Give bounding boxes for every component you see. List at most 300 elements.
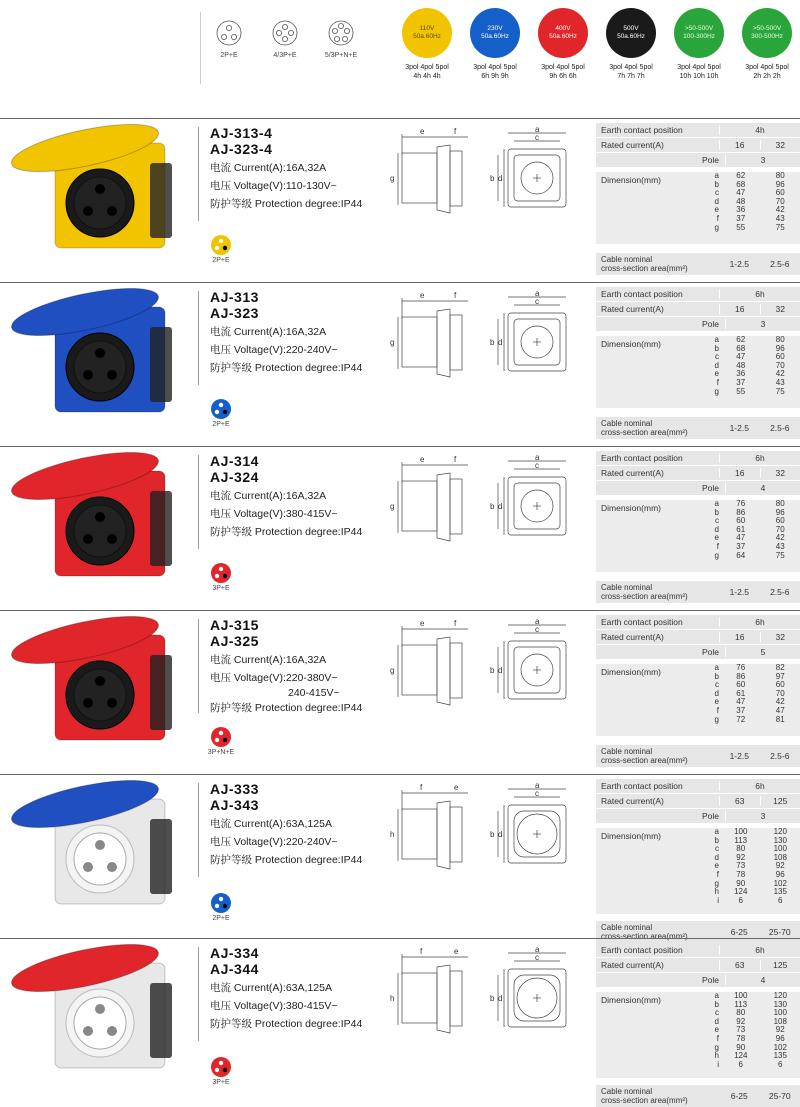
pole-config-label: 2P+E xyxy=(196,915,246,922)
rated-value: 16 xyxy=(719,632,760,642)
dimension-value: 48 xyxy=(721,362,761,371)
dimension-letter: h xyxy=(696,888,719,897)
dimension-value: 76 xyxy=(721,500,761,509)
pole-label: Pole xyxy=(596,811,725,821)
svg-text:b: b xyxy=(490,174,495,183)
current-spec: 电流 Current(A):16A,32A xyxy=(210,159,362,177)
voltage-value: >50-500V xyxy=(685,25,713,33)
dimension-value: 92 xyxy=(721,854,761,863)
dimension-drawing xyxy=(390,453,590,553)
socket-face-icon xyxy=(211,563,231,583)
dimension-value: 6 xyxy=(761,1061,800,1070)
cable-value: 25-70 xyxy=(760,927,800,937)
frequency-value: 50a.60Hz xyxy=(617,33,645,41)
drawing-area xyxy=(390,617,590,717)
specifications xyxy=(210,815,362,869)
dimension-value: 42 xyxy=(761,698,800,707)
svg-text:a: a xyxy=(535,945,540,954)
cable-value: 2.5-6 xyxy=(760,587,800,597)
dimension-letter: g xyxy=(696,1044,719,1053)
divider xyxy=(198,947,199,1041)
pin-config xyxy=(257,12,313,84)
dimension-letter: a xyxy=(696,500,719,509)
earth-value: 6h xyxy=(719,289,800,299)
frequency-value: 50a.60Hz xyxy=(481,33,509,41)
dimension-value: 96 xyxy=(761,509,800,518)
svg-text:e: e xyxy=(420,127,425,136)
svg-text:b: b xyxy=(490,338,495,347)
dimension-value: 76 xyxy=(721,664,761,673)
model-line-1: AJ-314 xyxy=(210,453,259,469)
poles-label: 3pol 4pol 5pol xyxy=(606,63,656,72)
cable-label xyxy=(596,583,719,601)
dimension-value: 70 xyxy=(761,526,800,535)
poles-label: 3pol 4pol 5pol xyxy=(402,63,452,72)
socket-photo xyxy=(0,779,190,909)
frequency-value: 300-500Hz xyxy=(751,33,783,41)
dimension-letter: e xyxy=(696,206,719,215)
pole-config-label: 3P+N+E xyxy=(196,749,246,756)
dimension-value: 102 xyxy=(761,880,800,889)
protection-spec: 防护等级 Protection degree:IP44 xyxy=(210,359,362,377)
spec-table xyxy=(596,287,800,439)
dimension-letter: g xyxy=(696,388,719,397)
cable-label xyxy=(596,419,719,437)
pole-value: 3 xyxy=(725,155,800,165)
dimension-letter: b xyxy=(696,345,719,354)
svg-text:d: d xyxy=(498,338,502,347)
frequency-value: 50a.60Hz xyxy=(413,33,441,41)
svg-text:d: d xyxy=(498,830,502,839)
voltage-circle xyxy=(538,8,588,58)
dimension-value: 72 xyxy=(721,716,761,725)
svg-text:e: e xyxy=(420,455,425,464)
dimension-letter: c xyxy=(696,517,719,526)
earth-value: 6h xyxy=(719,453,800,463)
divider xyxy=(198,619,199,713)
svg-text:e: e xyxy=(420,619,425,628)
model-number xyxy=(210,289,259,321)
model-line-1: AJ-313 xyxy=(210,289,259,305)
svg-text:f: f xyxy=(420,947,423,956)
product-photo xyxy=(0,123,190,253)
model-number xyxy=(210,453,259,485)
drawing-area xyxy=(390,125,590,225)
rated-value: 32 xyxy=(760,632,800,642)
divider xyxy=(198,455,199,549)
svg-text:e: e xyxy=(420,291,425,300)
dimension-value: 75 xyxy=(761,224,800,233)
dimension-value: 108 xyxy=(761,854,800,863)
voltage-spec: 电压 Voltage(V):220-240V~ xyxy=(210,833,362,851)
product-photo xyxy=(0,943,190,1073)
voltage-value: 110V xyxy=(420,25,435,33)
dimension-value: 100 xyxy=(761,1009,800,1018)
rated-label: Rated current(A) xyxy=(596,304,719,314)
voltage-item xyxy=(538,8,588,81)
rated-value: 125 xyxy=(760,960,800,970)
rated-label: Rated current(A) xyxy=(596,960,719,970)
divider xyxy=(198,291,199,385)
svg-text:b: b xyxy=(490,830,495,839)
dimension-value: 6 xyxy=(721,897,761,906)
svg-text:a: a xyxy=(535,453,540,462)
hours-label: 9h 6h 6h xyxy=(538,72,588,81)
cable-label xyxy=(596,255,719,273)
dimension-letter: a xyxy=(696,992,719,1001)
pole-value: 4 xyxy=(725,483,800,493)
dimension-drawing xyxy=(390,289,590,389)
pole-label: Pole xyxy=(596,975,725,985)
dimension-letter: d xyxy=(696,1018,719,1027)
voltage-spec: 电压 Voltage(V):110-130V~ xyxy=(210,177,362,195)
dimension-value: 124 xyxy=(721,888,761,897)
earth-value: 6h xyxy=(719,781,800,791)
earth-label: Earth contact position xyxy=(596,617,719,627)
hours-label: 4h 4h 4h xyxy=(402,72,452,81)
svg-text:a: a xyxy=(535,781,540,790)
pole-label: Pole xyxy=(596,155,725,165)
dimension-value: 68 xyxy=(721,181,761,190)
dimension-value: 82 xyxy=(761,664,800,673)
earth-value: 6h xyxy=(719,617,800,627)
dimension-value: 80 xyxy=(721,845,761,854)
hours-label: 7h 7h 7h xyxy=(606,72,656,81)
dimension-letter: f xyxy=(696,707,719,716)
model-line-2: AJ-344 xyxy=(210,961,259,977)
voltage-item xyxy=(674,8,724,81)
dimension-letter: e xyxy=(696,698,719,707)
dimension-value: 61 xyxy=(721,526,761,535)
pole-value: 3 xyxy=(725,319,800,329)
pole-label: Pole xyxy=(596,647,725,657)
dimension-value: 60 xyxy=(761,517,800,526)
rated-label: Rated current(A) xyxy=(596,140,719,150)
dimension-letter: d xyxy=(696,854,719,863)
spec-table xyxy=(596,451,800,603)
dimension-value: 96 xyxy=(761,181,800,190)
dimension-letter: b xyxy=(696,673,719,682)
spec-table xyxy=(596,615,800,767)
dimension-label: Dimension(mm) xyxy=(596,500,696,572)
dimension-letter: g xyxy=(696,716,719,725)
earth-label: Earth contact position xyxy=(596,289,719,299)
dimension-value: 100 xyxy=(721,992,761,1001)
dimension-value: 96 xyxy=(761,345,800,354)
dimension-value: 90 xyxy=(721,880,761,889)
dimension-value: 36 xyxy=(721,206,761,215)
drawing-area xyxy=(390,289,590,389)
model-number xyxy=(210,945,259,977)
rated-label: Rated current(A) xyxy=(596,468,719,478)
dimension-value: 90 xyxy=(721,1044,761,1053)
model-line-1: AJ-334 xyxy=(210,945,259,961)
svg-text:c: c xyxy=(535,625,539,634)
pole-label: Pole xyxy=(596,483,725,493)
cable-value: 1-2.5 xyxy=(719,587,760,597)
dimension-value: 100 xyxy=(721,828,761,837)
svg-text:c: c xyxy=(535,789,539,798)
current-spec: 电流 Current(A):63A,125A xyxy=(210,815,362,833)
svg-text:g: g xyxy=(390,338,394,347)
dimension-value: 73 xyxy=(721,1026,761,1035)
socket-photo xyxy=(0,287,190,417)
rated-value: 32 xyxy=(760,304,800,314)
cable-value: 2.5-6 xyxy=(760,423,800,433)
protection-spec: 防护等级 Protection degree:IP44 xyxy=(210,523,362,541)
rated-value: 32 xyxy=(760,468,800,478)
pin-config-label: 2P+E xyxy=(201,52,257,59)
drawing-area xyxy=(390,781,590,881)
rated-value: 16 xyxy=(719,468,760,478)
dimension-value: 42 xyxy=(761,534,800,543)
dimension-letter: b xyxy=(696,181,719,190)
voltage-item xyxy=(606,8,656,81)
svg-text:d: d xyxy=(498,666,502,675)
model-line-2: AJ-323 xyxy=(210,305,259,321)
product-row xyxy=(0,446,800,609)
svg-text:b: b xyxy=(490,502,495,511)
model-line-2: AJ-343 xyxy=(210,797,259,813)
svg-text:d: d xyxy=(498,502,502,511)
cable-label-1: Cable nominal xyxy=(601,419,719,428)
current-spec: 电流 Current(A):16A,32A xyxy=(210,651,362,669)
dimension-value: 113 xyxy=(721,837,761,846)
model-line-1: AJ-315 xyxy=(210,617,259,633)
cable-label xyxy=(596,747,719,765)
earth-value: 6h xyxy=(719,945,800,955)
dimension-letter: c xyxy=(696,845,719,854)
socket-face-icon xyxy=(216,20,242,46)
dimension-letter: e xyxy=(696,1026,719,1035)
cable-value: 1-2.5 xyxy=(719,259,760,269)
socket-photo xyxy=(0,123,190,253)
product-photo xyxy=(0,615,190,745)
rated-value: 125 xyxy=(760,796,800,806)
pole-config-label: 3P+E xyxy=(196,1079,246,1086)
product-row xyxy=(0,610,800,773)
dimension-value: 113 xyxy=(721,1001,761,1010)
dimension-value: 108 xyxy=(761,1018,800,1027)
model-number xyxy=(210,781,259,813)
dimension-letter: g xyxy=(696,552,719,561)
svg-text:c: c xyxy=(535,461,539,470)
dimension-letter: d xyxy=(696,198,719,207)
protection-spec: 防护等级 Protection degree:IP44 xyxy=(210,699,362,717)
svg-text:h: h xyxy=(390,994,394,1003)
dimension-value: 62 xyxy=(721,336,761,345)
dimension-value: 80 xyxy=(721,1009,761,1018)
pin-configurations xyxy=(200,12,371,84)
dimension-letter: a xyxy=(696,336,719,345)
dimension-value: 37 xyxy=(721,707,761,716)
pin-config xyxy=(201,12,257,84)
cable-value: 25-70 xyxy=(760,1091,800,1101)
dimension-value: 96 xyxy=(761,1035,800,1044)
svg-text:g: g xyxy=(390,174,394,183)
dimension-value: 42 xyxy=(761,370,800,379)
socket-photo xyxy=(0,451,190,581)
dimension-drawing xyxy=(390,617,590,717)
cable-label-1: Cable nominal xyxy=(601,923,719,932)
dimension-letter: g xyxy=(696,224,719,233)
dimension-label: Dimension(mm) xyxy=(596,828,696,914)
voltage-spec: 电压 Voltage(V):380-415V~ xyxy=(210,505,362,523)
dimension-letter: d xyxy=(696,690,719,699)
hours-label: 6h 9h 9h xyxy=(470,72,520,81)
dimension-drawing xyxy=(390,125,590,225)
cable-label-2: cross-section area(mm²) xyxy=(601,756,719,765)
hours-label: 2h 2h 2h xyxy=(742,72,792,81)
divider xyxy=(198,127,199,221)
svg-text:b: b xyxy=(490,994,495,1003)
dimension-letter: b xyxy=(696,1001,719,1010)
dimension-letter: c xyxy=(696,189,719,198)
dimension-value: 55 xyxy=(721,224,761,233)
dimension-value: 130 xyxy=(761,1001,800,1010)
voltage-circle xyxy=(402,8,452,58)
cable-label xyxy=(596,1087,719,1105)
dimension-drawing xyxy=(390,945,590,1045)
earth-label: Earth contact position xyxy=(596,781,719,791)
product-photo xyxy=(0,779,190,909)
dimension-value: 60 xyxy=(721,517,761,526)
dimension-letter: a xyxy=(696,664,719,673)
voltage-value: >50-500V xyxy=(753,25,781,33)
dimension-value: 70 xyxy=(761,362,800,371)
rated-value: 16 xyxy=(719,140,760,150)
dimension-value: 75 xyxy=(761,388,800,397)
socket-face-icon xyxy=(272,20,298,46)
rated-value: 63 xyxy=(719,960,760,970)
voltage-value: 230V xyxy=(487,25,502,33)
rated-value: 63 xyxy=(719,796,760,806)
dimension-value: 64 xyxy=(721,552,761,561)
earth-value: 4h xyxy=(719,125,800,135)
dimension-letter: d xyxy=(696,362,719,371)
socket-face-icon xyxy=(328,20,354,46)
dimension-value: 42 xyxy=(761,206,800,215)
cable-label-1: Cable nominal xyxy=(601,1087,719,1096)
dimension-value: 62 xyxy=(721,172,761,181)
current-spec: 电流 Current(A):16A,32A xyxy=(210,487,362,505)
dimension-value: 70 xyxy=(761,198,800,207)
dimension-value: 36 xyxy=(721,370,761,379)
voltage-circle xyxy=(606,8,656,58)
pole-config-label: 2P+E xyxy=(196,257,246,264)
dimension-value: 6 xyxy=(721,1061,761,1070)
rated-label: Rated current(A) xyxy=(596,632,719,642)
product-row xyxy=(0,282,800,445)
drawing-area xyxy=(390,453,590,553)
dimension-value: 102 xyxy=(761,1044,800,1053)
socket-face-icon xyxy=(211,893,231,913)
dimension-value: 86 xyxy=(721,673,761,682)
cable-label-1: Cable nominal xyxy=(601,747,719,756)
cable-value: 2.5-6 xyxy=(760,259,800,269)
pole-config-label: 2P+E xyxy=(196,421,246,428)
voltage-spec-2: 240-415V~ xyxy=(210,687,362,699)
dimension-letter: b xyxy=(696,837,719,846)
cable-value: 1-2.5 xyxy=(719,423,760,433)
svg-text:f: f xyxy=(454,291,457,300)
svg-text:a: a xyxy=(535,125,540,134)
dimension-value: 37 xyxy=(721,379,761,388)
voltage-circle xyxy=(674,8,724,58)
voltage-circle xyxy=(742,8,792,58)
divider xyxy=(198,783,199,877)
dimension-value: 130 xyxy=(761,837,800,846)
dimension-value: 78 xyxy=(721,871,761,880)
product-photo xyxy=(0,287,190,417)
cable-value: 2.5-6 xyxy=(760,751,800,761)
svg-text:a: a xyxy=(535,289,540,298)
dimension-letter: g xyxy=(696,880,719,889)
svg-text:c: c xyxy=(535,133,539,142)
dimension-value: 37 xyxy=(721,543,761,552)
dimension-letter: f xyxy=(696,215,719,224)
dimension-value: 86 xyxy=(721,509,761,518)
voltage-spec: 电压 Voltage(V):220-240V~ xyxy=(210,341,362,359)
dimension-letter: b xyxy=(696,509,719,518)
pole-value: 4 xyxy=(725,975,800,985)
product-row xyxy=(0,774,800,937)
model-number xyxy=(210,125,272,157)
rated-value: 32 xyxy=(760,140,800,150)
dimension-value: 80 xyxy=(761,500,800,509)
dimension-letter: f xyxy=(696,543,719,552)
dimension-letter: c xyxy=(696,681,719,690)
earth-label: Earth contact position xyxy=(596,945,719,955)
frequency-value: 100-300Hz xyxy=(683,33,715,41)
dimension-value: 120 xyxy=(761,992,800,1001)
specifications xyxy=(210,651,362,717)
cable-label-2: cross-section area(mm²) xyxy=(601,1096,719,1105)
dimension-value: 55 xyxy=(721,388,761,397)
protection-spec: 防护等级 Protection degree:IP44 xyxy=(210,1015,362,1033)
dimension-letter: d xyxy=(696,526,719,535)
pole-config-label: 3P+E xyxy=(196,585,246,592)
cable-label-2: cross-section area(mm²) xyxy=(601,264,719,273)
dimension-value: 124 xyxy=(721,1052,761,1061)
svg-text:d: d xyxy=(498,994,502,1003)
dimension-value: 78 xyxy=(721,1035,761,1044)
dimension-value: 61 xyxy=(721,690,761,699)
dimension-value: 80 xyxy=(761,336,800,345)
dimension-value: 100 xyxy=(761,845,800,854)
dimension-letter: c xyxy=(696,1009,719,1018)
frequency-value: 50a.60Hz xyxy=(549,33,577,41)
voltage-item xyxy=(742,8,792,81)
pin-config xyxy=(313,12,369,84)
dimension-letter: f xyxy=(696,1035,719,1044)
cable-value: 6-25 xyxy=(719,1091,760,1101)
cable-label-1: Cable nominal xyxy=(601,583,719,592)
pole-label: Pole xyxy=(596,319,725,329)
voltage-legend xyxy=(402,8,800,81)
dimension-label: Dimension(mm) xyxy=(596,664,696,736)
dimension-value: 43 xyxy=(761,215,800,224)
dimension-value: 97 xyxy=(761,673,800,682)
svg-text:a: a xyxy=(535,617,540,626)
voltage-item xyxy=(402,8,452,81)
dimension-value: 60 xyxy=(761,189,800,198)
dimension-value: 47 xyxy=(721,534,761,543)
dimension-value: 135 xyxy=(761,1052,800,1061)
spec-table xyxy=(596,943,800,1107)
product-row xyxy=(0,938,800,1101)
dimension-value: 96 xyxy=(761,871,800,880)
